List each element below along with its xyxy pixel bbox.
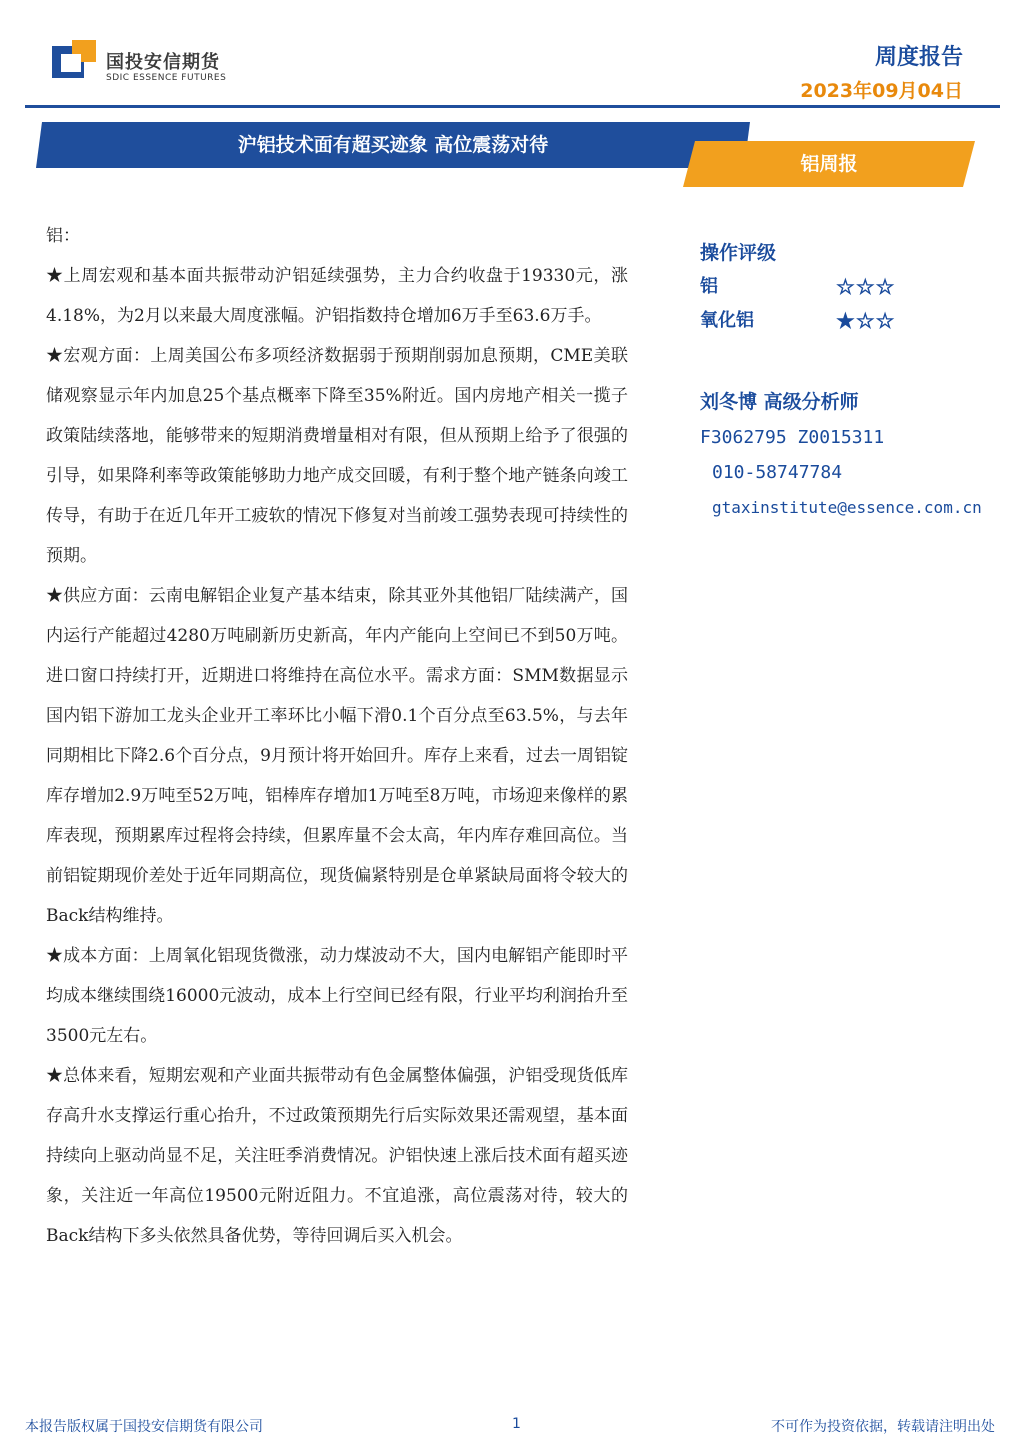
footer-copyright: 本报告版权属于国投安信期货有限公司 xyxy=(25,1419,263,1435)
analyst-email[interactable]: gtaxinstitute@essence.com.cn xyxy=(712,498,982,517)
rating-label: 氧化铝 xyxy=(700,310,754,331)
body-paragraph: 铝： xyxy=(46,226,80,246)
logo-mark-icon xyxy=(52,40,98,84)
body-paragraph: ★供应方面：云南电解铝企业复产基本结束，除其亚外其他铝厂陆续满产，国内运行产能超过4280万吨刷新历史新高，年内产能向上空间已不到50万吨。进口窗口持续打开，近期进口将维持在高位水平。需求方面：SMM数据显示国内铝下游加工龙头企业开工率环比小幅下滑0.1个百分点至63.5%，与去年同期相比下降2.6个百分点，9月预计将开始回升。库存上来看，过去一周铝锭库存增加2.9万吨至52万吨，铝棒库存增加1万吨至8万吨，市场迎来像样的累库表现，预期累库过程将会持续，但累库量不会太高，年内库存难回高位。当前铝锭期现价差处于近年同期高位，现货偏紧特别是仓单紧缺局面将令较大的Back结构维持。 xyxy=(46,586,628,926)
star-rating-icon: ☆☆☆ xyxy=(836,274,896,299)
analyst-license: F3062795 Z0015311 xyxy=(700,427,885,448)
report-tag: 铝周报 xyxy=(800,153,858,175)
report-title: 沪铝技术面有超买迹象 高位震荡对待 xyxy=(237,134,549,156)
report-date: 2023年09月04日 xyxy=(800,80,963,102)
page-number: 1 xyxy=(512,1416,521,1432)
body-paragraph: ★宏观方面：上周美国公布多项经济数据弱于预期削弱加息预期，CME美联储观察显示年内加息25个基点概率下降至35%附近。国内房地产相关一揽子政策陆续落地，能够带来的短期消费增量相对有限，但从预期上给予了很强的引导，如果降利率等政策能够助力地产成交回暖，有利于整个地产链条向竣工传导，有助于在近几年开工疲软的情况下修复对当前竣工强势表现可持续性的预期。 xyxy=(46,346,628,566)
analyst-phone: 010-58747784 xyxy=(712,462,843,483)
body-paragraph: ★上周宏观和基本面共振带动沪铝延续强势，主力合约收盘于19330元，涨4.18%，为2月以来最大周度涨幅。沪铝指数持仓增加6万手至63.6万手。 xyxy=(46,266,628,326)
star-rating-icon: ★☆☆ xyxy=(836,308,896,333)
logo-name-cn: 国投安信期货 xyxy=(106,52,220,73)
header-divider xyxy=(25,105,1000,108)
rating-row-alumina xyxy=(700,304,1022,338)
company-logo xyxy=(52,40,252,90)
body-paragraph: ★总体来看，短期宏观和产业面共振带动有色金属整体偏强，沪铝受现货低库存高升水支撑运行重心抬升，不过政策预期先行后实际效果还需观望，基本面持续向上驱动尚显不足，关注旺季消费情况。沪铝快速上涨后技术面有超买迹象，关注近一年高位19500元附近阻力。不宜追涨，高位震荡对待，较大的Back结构下多头依然具备优势，等待回调后买入机会。 xyxy=(46,1066,628,1246)
rating-heading: 操作评级 xyxy=(700,242,777,264)
footer-disclaimer: 不可作为投资依据，转载请注明出处 xyxy=(771,1419,995,1435)
rating-row-aluminum xyxy=(700,270,1022,304)
title-banner xyxy=(36,122,750,168)
logo-name-en: SDIC ESSENCE FUTURES xyxy=(106,73,227,83)
body-paragraph: ★成本方面：上周氧化铝现货微涨，动力煤波动不大，国内电解铝产能即时平均成本继续围绕16000元波动，成本上行空间已经有限，行业平均利润抬升至3500元左右。 xyxy=(46,946,628,1046)
rating-label: 铝 xyxy=(700,276,718,297)
analyst-name: 刘冬博 高级分析师 xyxy=(700,391,859,413)
tag-banner xyxy=(683,141,975,187)
sidebar xyxy=(700,236,1022,525)
report-body xyxy=(46,216,628,1256)
report-type: 周度报告 xyxy=(874,45,963,70)
